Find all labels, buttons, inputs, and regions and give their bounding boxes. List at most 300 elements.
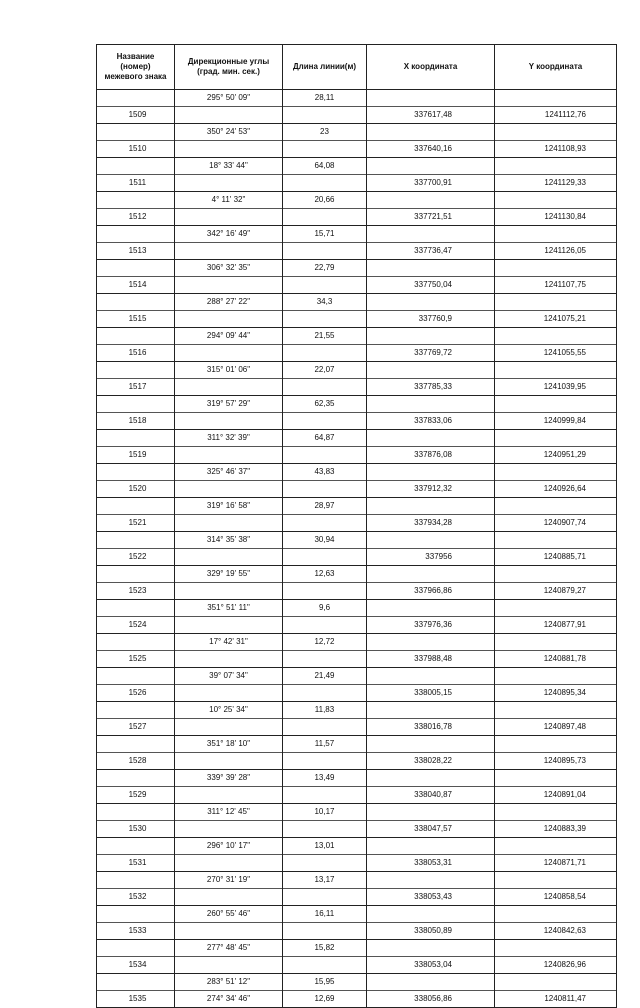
cell-y — [495, 804, 617, 838]
point-name: 1511 — [128, 178, 147, 187]
cell-angle — [175, 906, 283, 940]
row-divider — [175, 378, 282, 379]
row-divider — [283, 514, 366, 515]
segment-length: 22,79 — [314, 263, 335, 272]
point-name: 1520 — [128, 484, 147, 493]
point-x: 338056,86 — [414, 994, 452, 1003]
point-y: 1241130,84 — [544, 212, 586, 221]
segment-angle: 270° 31' 19" — [206, 875, 251, 884]
point-y: 1240895,73 — [543, 756, 586, 765]
row-divider — [283, 480, 366, 481]
row-divider — [175, 242, 282, 243]
point-x: 337736,47 — [414, 246, 452, 255]
table-row — [97, 940, 617, 974]
cell-angle — [175, 702, 283, 736]
cell-y — [495, 328, 617, 362]
cell-length — [283, 192, 367, 226]
row-divider — [175, 344, 282, 345]
point-y: 1240811,47 — [544, 994, 586, 1003]
row-divider — [283, 548, 366, 549]
cell-y — [495, 872, 617, 906]
segment-angle: 325° 46' 37" — [206, 467, 251, 476]
point-y: 1241039,95 — [543, 382, 586, 391]
table-row — [97, 600, 617, 634]
cell-y — [495, 668, 617, 702]
cell-length — [283, 90, 367, 124]
row-divider — [283, 208, 366, 209]
row-divider — [283, 276, 366, 277]
row-divider — [283, 854, 366, 855]
point-x: 338047,57 — [414, 824, 452, 833]
cell-y — [495, 906, 617, 940]
segment-length: 64,08 — [314, 161, 335, 170]
point-y: 1240885,71 — [543, 552, 586, 561]
point-y: 1240877,91 — [543, 620, 586, 629]
cell-length — [283, 838, 367, 872]
point-x: 337785,33 — [414, 382, 452, 391]
point-name: 1521 — [128, 518, 147, 527]
row-divider — [175, 548, 282, 549]
cell-y — [495, 362, 617, 396]
cell-x — [367, 872, 495, 906]
point-name: 1513 — [128, 246, 147, 255]
cell-angle — [175, 736, 283, 770]
row-divider — [175, 480, 282, 481]
cell-x — [367, 430, 495, 464]
point-x: 337833,06 — [414, 416, 452, 425]
cell-y — [495, 634, 617, 668]
segment-length: 15,95 — [314, 977, 335, 986]
cell-length — [283, 498, 367, 532]
segment-angle: 260° 55' 46" — [206, 909, 251, 918]
point-x: 337934,28 — [414, 518, 452, 527]
segment-length: 20,66 — [314, 195, 335, 204]
table-row — [97, 566, 617, 600]
segment-length: 28,97 — [314, 501, 335, 510]
header-x-coordinate: X координата — [367, 45, 495, 90]
point-name: 1518 — [128, 416, 147, 425]
segment-length: 23 — [320, 127, 329, 136]
cell-y — [495, 600, 617, 634]
point-name: 1528 — [128, 756, 147, 765]
point-y: 1240951,29 — [543, 450, 586, 459]
segment-length: 10,17 — [314, 807, 335, 816]
cell-name — [97, 532, 175, 566]
row-divider — [175, 752, 282, 753]
point-name: 1524 — [128, 620, 147, 629]
cell-length — [283, 736, 367, 770]
point-name: 1522 — [128, 552, 147, 561]
segment-length: 13,01 — [314, 841, 335, 850]
segment-angle: 319° 57' 29" — [206, 399, 251, 408]
point-y: 1240907,74 — [543, 518, 586, 527]
cell-angle — [175, 838, 283, 872]
row-divider — [175, 616, 282, 617]
cell-x — [367, 498, 495, 532]
cell-angle — [175, 158, 283, 192]
point-x: 338053,04 — [414, 960, 452, 969]
cell-angle — [175, 804, 283, 838]
cell-length — [283, 872, 367, 906]
table-row — [97, 430, 617, 464]
cell-length — [283, 634, 367, 668]
row-divider — [283, 718, 366, 719]
segment-angle: 277° 48' 45" — [206, 943, 251, 952]
cell-name — [97, 294, 175, 328]
table-row — [97, 328, 617, 362]
segment-length: 28,11 — [314, 93, 335, 102]
cell-x — [367, 566, 495, 600]
cell-y — [495, 770, 617, 804]
cell-x — [367, 158, 495, 192]
point-name: 1534 — [128, 960, 147, 969]
header-y-coordinate: Y координата — [495, 45, 617, 90]
point-y: 1240895,34 — [543, 688, 586, 697]
segment-length: 16,11 — [314, 909, 335, 918]
table-row — [97, 90, 617, 124]
cell-name — [97, 464, 175, 498]
header-point-name: Название (номер) межевого знака — [97, 45, 175, 90]
segment-angle: 342° 16' 49" — [206, 229, 251, 238]
row-divider — [283, 922, 366, 923]
row-divider — [283, 412, 366, 413]
cell-x — [367, 362, 495, 396]
point-name: 1517 — [128, 382, 147, 391]
cell-angle — [175, 430, 283, 464]
segment-length: 15,82 — [314, 943, 335, 952]
point-x: 337912,32 — [414, 484, 452, 493]
cell-angle — [175, 328, 283, 362]
cell-y — [495, 702, 617, 736]
cell-name — [97, 634, 175, 668]
table-header-row — [97, 45, 617, 90]
segment-length: 13,49 — [314, 773, 335, 782]
segment-angle: 18° 33' 44" — [209, 161, 248, 170]
segment-length: 21,55 — [314, 331, 335, 340]
cell-length — [283, 770, 367, 804]
cell-name — [97, 736, 175, 770]
cell-angle — [175, 260, 283, 294]
segment-angle: 311° 12' 45" — [207, 807, 250, 816]
point-y: 1241112,76 — [544, 110, 586, 119]
cell-angle — [175, 532, 283, 566]
cell-x — [367, 294, 495, 328]
point-x: 338053,43 — [414, 892, 452, 901]
cell-angle — [175, 124, 283, 158]
table-row — [97, 974, 617, 1008]
cell-angle — [175, 192, 283, 226]
point-y: 1240871,71 — [543, 858, 586, 867]
row-divider — [175, 888, 282, 889]
cell-y — [495, 192, 617, 226]
row-divider — [175, 582, 282, 583]
cell-x — [367, 974, 495, 1008]
point-x: 338005,15 — [414, 688, 452, 697]
point-name: 1535 — [128, 994, 147, 1003]
cell-name — [97, 328, 175, 362]
row-divider — [283, 820, 366, 821]
point-name: 1529 — [128, 790, 147, 799]
cell-y — [495, 396, 617, 430]
cell-x — [367, 124, 495, 158]
point-y: 1240999,84 — [543, 416, 586, 425]
point-x: 338016,78 — [414, 722, 452, 731]
table-row — [97, 634, 617, 668]
point-name: 1532 — [128, 892, 147, 901]
segment-angle: 315° 01' 06" — [206, 365, 251, 374]
point-y: 1240883,39 — [543, 824, 586, 833]
table-row — [97, 498, 617, 532]
segment-length: 30,94 — [314, 535, 335, 544]
row-divider — [283, 786, 366, 787]
cell-name — [97, 872, 175, 906]
row-divider — [283, 344, 366, 345]
table-row — [97, 906, 617, 940]
cell-name — [97, 430, 175, 464]
cell-x — [367, 804, 495, 838]
point-x: 337956 — [425, 552, 452, 561]
cell-x — [367, 634, 495, 668]
cell-x — [367, 90, 495, 124]
row-divider — [175, 310, 282, 311]
segment-angle: 283° 51' 12" — [206, 977, 251, 986]
cell-angle — [175, 396, 283, 430]
segment-angle: 351° 51' 11" — [207, 603, 250, 612]
row-divider — [175, 922, 282, 923]
cell-name — [97, 668, 175, 702]
cell-x — [367, 838, 495, 872]
cell-name — [97, 770, 175, 804]
cell-length — [283, 906, 367, 940]
boundary-coordinates-table — [96, 44, 617, 1008]
cell-angle — [175, 294, 283, 328]
cell-length — [283, 566, 367, 600]
cell-name — [97, 838, 175, 872]
cell-y — [495, 974, 617, 1008]
row-divider — [283, 582, 366, 583]
row-divider — [175, 514, 282, 515]
cell-name — [97, 362, 175, 396]
cell-length — [283, 668, 367, 702]
point-y: 1240842,63 — [543, 926, 586, 935]
segment-angle: 295° 50' 09" — [206, 93, 251, 102]
point-y: 1241075,21 — [543, 314, 586, 323]
row-divider — [175, 718, 282, 719]
point-x: 338050,89 — [414, 926, 452, 935]
table-body — [97, 90, 617, 1008]
point-x: 337721,51 — [414, 212, 452, 221]
point-x: 338028,22 — [414, 756, 452, 765]
segment-length: 9,6 — [318, 603, 331, 612]
cell-length — [283, 226, 367, 260]
cell-angle — [175, 668, 283, 702]
segment-length: 12,69 — [314, 994, 335, 1003]
point-x: 337988,48 — [414, 654, 452, 663]
segment-angle: 306° 32' 35" — [206, 263, 251, 272]
cell-length — [283, 362, 367, 396]
row-divider — [175, 786, 282, 787]
point-name: 1516 — [128, 348, 147, 357]
row-divider — [175, 650, 282, 651]
cell-name — [97, 396, 175, 430]
row-divider — [175, 412, 282, 413]
segment-length: 43,83 — [314, 467, 335, 476]
cell-y — [495, 736, 617, 770]
table-row — [97, 872, 617, 906]
cell-length — [283, 294, 367, 328]
cell-angle — [175, 362, 283, 396]
cell-name — [97, 260, 175, 294]
cell-angle — [175, 498, 283, 532]
row-divider — [283, 752, 366, 753]
cell-y — [495, 124, 617, 158]
segment-angle: 288° 27' 22" — [206, 297, 251, 306]
cell-length — [283, 158, 367, 192]
point-name: 1512 — [128, 212, 147, 221]
table-row — [97, 838, 617, 872]
point-x: 337760,9 — [418, 314, 452, 323]
row-divider — [175, 140, 282, 141]
point-y: 1240891,04 — [543, 790, 586, 799]
segment-length: 34,3 — [316, 297, 333, 306]
row-divider — [175, 820, 282, 821]
cell-name — [97, 804, 175, 838]
table-row — [97, 770, 617, 804]
cell-y — [495, 430, 617, 464]
cell-angle — [175, 940, 283, 974]
cell-x — [367, 770, 495, 804]
row-divider — [283, 242, 366, 243]
point-x: 337966,86 — [414, 586, 452, 595]
point-name: 1531 — [128, 858, 147, 867]
cell-length — [283, 600, 367, 634]
point-x: 337617,48 — [414, 110, 452, 119]
cell-x — [367, 260, 495, 294]
point-x: 338040,87 — [414, 790, 452, 799]
cell-angle — [175, 872, 283, 906]
point-name: 1523 — [128, 586, 147, 595]
row-divider — [283, 174, 366, 175]
cell-x — [367, 226, 495, 260]
point-y: 1241055,55 — [543, 348, 586, 357]
cell-length — [283, 328, 367, 362]
cell-x — [367, 940, 495, 974]
cell-y — [495, 464, 617, 498]
table-row — [97, 260, 617, 294]
cell-angle — [175, 634, 283, 668]
point-x: 337976,36 — [414, 620, 452, 629]
segment-length: 62,35 — [314, 399, 335, 408]
table-row — [97, 192, 617, 226]
row-divider — [175, 174, 282, 175]
row-divider — [175, 106, 282, 107]
header-bearing: Дирекционные углы (град. мин. сек.) — [175, 45, 283, 90]
row-divider — [283, 310, 366, 311]
segment-angle: 10° 25' 34" — [209, 705, 248, 714]
cell-x — [367, 396, 495, 430]
table-row — [97, 124, 617, 158]
cell-x — [367, 668, 495, 702]
point-x: 337640,16 — [414, 144, 452, 153]
cell-name — [97, 226, 175, 260]
point-y: 1240858,54 — [543, 892, 586, 901]
point-y: 1240897,48 — [543, 722, 586, 731]
row-divider — [283, 956, 366, 957]
point-y: 1241129,33 — [544, 178, 586, 187]
segment-angle: 319° 16' 58" — [206, 501, 251, 510]
cell-name — [97, 906, 175, 940]
point-name: 1530 — [128, 824, 147, 833]
cell-name — [97, 974, 175, 1008]
cell-name — [97, 124, 175, 158]
cell-name — [97, 600, 175, 634]
cell-x — [367, 464, 495, 498]
row-divider — [283, 378, 366, 379]
cell-y — [495, 294, 617, 328]
header-line-length: Длина линии(м) — [283, 45, 367, 90]
point-name: 1526 — [128, 688, 147, 697]
point-y: 1240926,64 — [543, 484, 586, 493]
segment-length: 13,17 — [314, 875, 335, 884]
row-divider — [175, 684, 282, 685]
table-row — [97, 668, 617, 702]
point-y: 1241126,05 — [544, 246, 586, 255]
segment-angle: 296° 10' 17" — [206, 841, 251, 850]
point-name: 1527 — [128, 722, 147, 731]
cell-length — [283, 430, 367, 464]
table-row — [97, 702, 617, 736]
segment-length: 12,72 — [314, 637, 335, 646]
row-divider — [283, 616, 366, 617]
point-x: 337769,72 — [414, 348, 452, 357]
cell-length — [283, 396, 367, 430]
cell-angle — [175, 90, 283, 124]
cell-y — [495, 260, 617, 294]
cell-x — [367, 736, 495, 770]
cell-angle — [175, 974, 283, 1008]
cell-length — [283, 124, 367, 158]
cell-name — [97, 158, 175, 192]
table-row — [97, 532, 617, 566]
point-y: 1240881,78 — [543, 654, 586, 663]
cell-length — [283, 464, 367, 498]
point-name: 1509 — [128, 110, 147, 119]
cell-name — [97, 192, 175, 226]
segment-angle: 274° 34' 46" — [206, 994, 251, 1003]
segment-length: 64,87 — [314, 433, 335, 442]
cell-angle — [175, 226, 283, 260]
point-x: 337700,91 — [414, 178, 452, 187]
segment-angle: 17° 42' 31" — [209, 637, 248, 646]
point-y: 1240826,96 — [543, 960, 586, 969]
cell-angle — [175, 464, 283, 498]
segment-angle: 329° 19' 55" — [206, 569, 251, 578]
segment-length: 12,63 — [314, 569, 335, 578]
point-x: 337750,04 — [414, 280, 452, 289]
cell-name — [97, 940, 175, 974]
point-y: 1241107,75 — [544, 280, 586, 289]
row-divider — [283, 140, 366, 141]
row-divider — [175, 276, 282, 277]
cell-x — [367, 532, 495, 566]
point-x: 337876,08 — [414, 450, 452, 459]
segment-angle: 339° 39' 28" — [206, 773, 251, 782]
cell-y — [495, 158, 617, 192]
row-divider — [175, 208, 282, 209]
cell-x — [367, 906, 495, 940]
cell-x — [367, 702, 495, 736]
row-divider — [175, 854, 282, 855]
